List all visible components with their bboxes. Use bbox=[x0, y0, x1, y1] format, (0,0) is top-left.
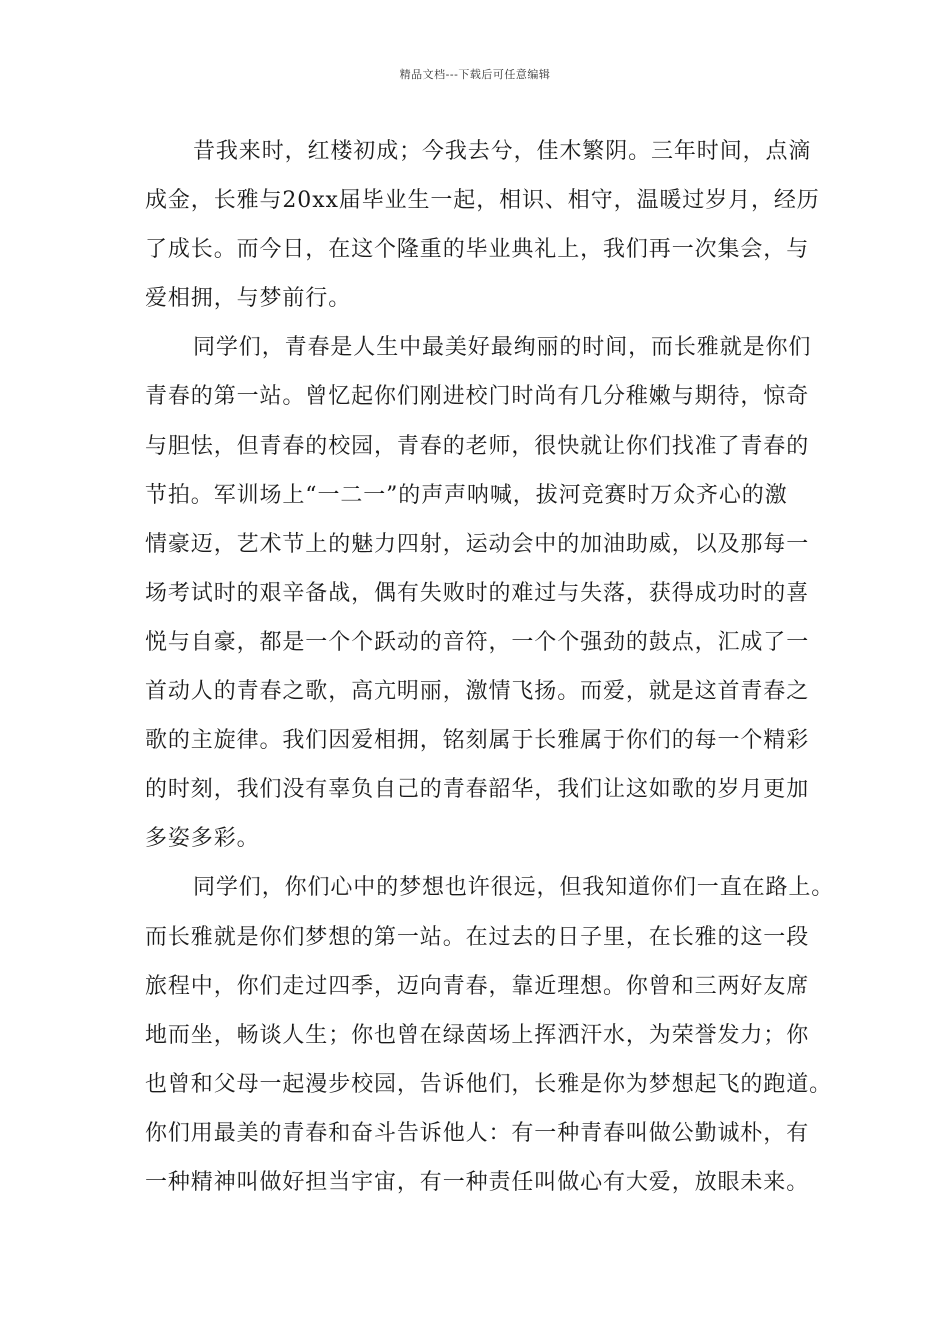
paragraph-3-line: 地而坐，畅谈人生；你也曾在绿茵场上挥洒汗水，为荣誉发力；你 bbox=[145, 1022, 810, 1048]
paragraph-2-line: 青春的第一站。曾忆起你们刚进校门时尚有几分稚嫩与期待，惊奇 bbox=[145, 384, 810, 410]
paragraph-3-line: 你们用最美的青春和奋斗告诉他人：有一种青春叫做公勤诚朴，有 bbox=[145, 1120, 810, 1146]
paragraph-3-line: 旅程中，你们走过四季，迈向青春，靠近理想。你曾和三两好友席 bbox=[145, 973, 810, 999]
paragraph-2-line: 场考试时的艰辛备战，偶有失败时的难过与失落，获得成功时的喜 bbox=[145, 580, 810, 606]
document-body bbox=[145, 132, 835, 1212]
paragraph-2-line: 情豪迈，艺术节上的魅力四射，运动会中的加油助威，以及那每一 bbox=[145, 531, 810, 557]
page-header: 精品文档---下载后可任意编辑 bbox=[399, 68, 551, 81]
paragraph-2-line: 多姿多彩。 bbox=[145, 826, 260, 852]
paragraph-2-line: 与胆怯，但青春的校园，青春的老师，很快就让你们找准了青春的 bbox=[145, 433, 810, 459]
paragraph-3-line: 一种精神叫做好担当宇宙，有一种责任叫做心有大爱，放眼未来。 bbox=[145, 1169, 810, 1195]
paragraph-3-line: 也曾和父母一起漫步校园，告诉他们，长雅是你为梦想起飞的跑道。 bbox=[145, 1071, 833, 1097]
paragraph-1-line: 了成长。而今日，在这个隆重的毕业典礼上，我们再一次集会，与 bbox=[145, 237, 810, 263]
paragraph-2-line: 的时刻，我们没有辜负自己的青春韶华，我们让这如歌的岁月更加 bbox=[145, 777, 810, 803]
paragraph-1-line: 成金，长雅与20xx届毕业生一起，相识、相守，温暖过岁月，经历 bbox=[145, 188, 820, 214]
paragraph-2-line: 歌的主旋律。我们因爱相拥，铭刻属于长雅属于你们的每一个精彩 bbox=[145, 728, 810, 754]
paragraph-1-line: 爱相拥，与梦前行。 bbox=[145, 286, 352, 312]
paragraph-3-line: 而长雅就是你们梦想的第一站。在过去的日子里，在长雅的这一段 bbox=[145, 924, 810, 950]
paragraph-1-line: 昔我来时，红楼初成；今我去兮，佳木繁阴。三年时间，点滴 bbox=[193, 139, 812, 164]
paragraph-2-line: 首动人的青春之歌，高亢明丽，激情飞扬。而爱，就是这首青春之 bbox=[145, 679, 810, 705]
paragraph-2-line: 同学们，青春是人生中最美好最绚丽的时间，而长雅就是你们 bbox=[193, 335, 812, 361]
paragraph-2-line: 节拍。军训场上“一二一”的声声呐喊，拔河竞赛时万众齐心的激 bbox=[145, 482, 788, 508]
paragraph-3-line: 同学们，你们心中的梦想也许很远，但我知道你们一直在路上。 bbox=[193, 875, 835, 901]
paragraph-2-line: 悦与自豪，都是一个个跃动的音符，一个个强劲的鼓点，汇成了一 bbox=[145, 629, 810, 655]
